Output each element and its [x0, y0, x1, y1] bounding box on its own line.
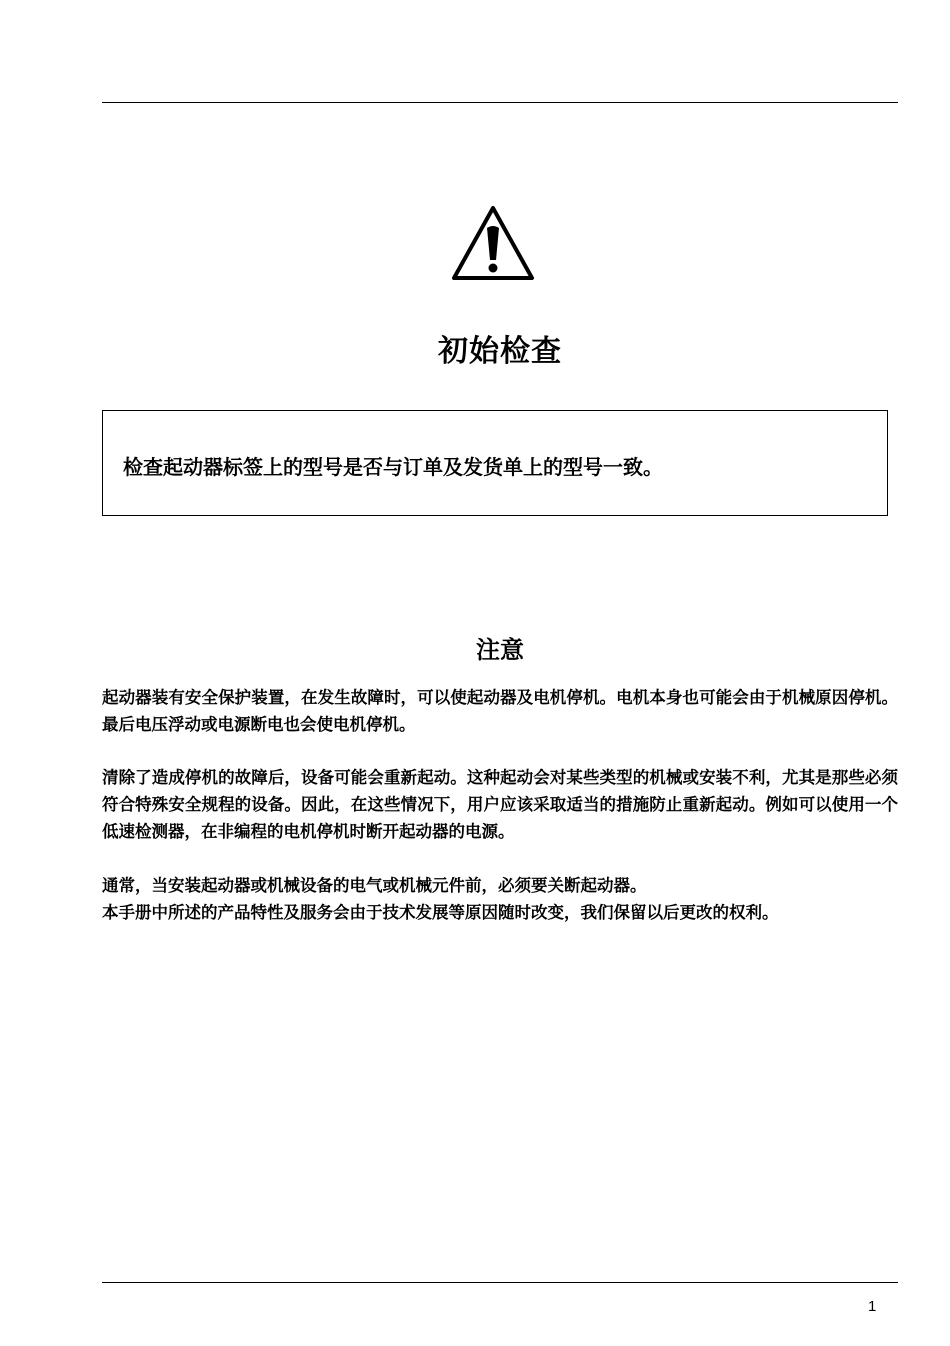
- page-title: 初始检查: [438, 334, 562, 369]
- page-number: 1: [868, 1298, 877, 1315]
- notice-heading: 注意: [476, 635, 524, 664]
- check-notice-box: [102, 410, 888, 516]
- warning-triangle-icon: [450, 204, 536, 282]
- check-notice-text: 检查起动器标签上的型号是否与订单及发货单上的型号一致。: [123, 455, 663, 479]
- footer-rule: [102, 1282, 898, 1283]
- header-rule: [102, 102, 898, 103]
- notice-paragraph: 通常，当安装起动器或机械设备的电气或机械元件前，必须要关断起动器。: [102, 876, 647, 895]
- notice-paragraph: 起动器装有安全保护装置，在发生故障时，可以使起动器及电机停机。电机本身也可能会由于机械原因停机。最后电压浮动或电源断电也会使电机停机。: [102, 688, 898, 734]
- notice-paragraph: 本手册中所述的产品特性及服务会由于技术发展等原因随时改变，我们保留以后更改的权利。: [102, 903, 779, 922]
- notice-paragraph: 清除了造成停机的故障后，设备可能会重新起动。这种起动会对某些类型的机械或安装不利，尤其是那些必须符合特殊安全规程的设备。因此，在这些情况下，用户应该采取适当的措施防止重新起动。例如可以使用一个低速检测器，在非编程的电机停机时断开起动器的电源。: [102, 768, 898, 841]
